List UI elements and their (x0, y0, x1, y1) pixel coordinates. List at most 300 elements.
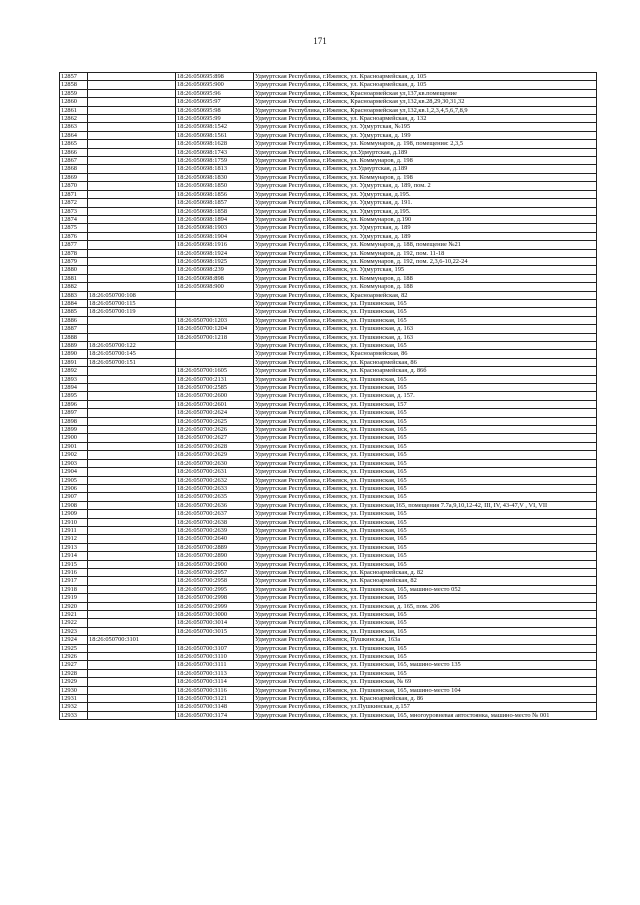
object-number-cell: 18:26:050700:3121 (176, 695, 254, 703)
address-cell: Удмуртская Республика, г.Ижевск, ул. Пушкинская, 165 (254, 409, 597, 417)
row-number-cell: 12875 (60, 224, 88, 232)
object-number-cell: 18:26:050700:3107 (176, 644, 254, 652)
object-number-cell: 18:26:050700:2629 (176, 451, 254, 459)
parcel-number-cell (88, 115, 176, 123)
object-number-cell: 18:26:050698:1903 (176, 224, 254, 232)
object-number-cell: 18:26:050698:1894 (176, 215, 254, 223)
row-number-cell: 12924 (60, 636, 88, 644)
table-row (60, 367, 597, 375)
row-number-cell: 12905 (60, 476, 88, 484)
address-cell: Удмуртская Республика, г.Ижевск, Красноармейская ул,132,кв.28,29,30,31,32 (254, 98, 597, 106)
parcel-number-cell (88, 653, 176, 661)
address-cell: Удмуртская Республика, г.Ижевск, ул. Удмуртская, 195 (254, 266, 597, 274)
object-number-cell: 18:26:050695:898 (176, 73, 254, 81)
table-row (60, 106, 597, 114)
object-number-cell: 18:26:050700:2900 (176, 560, 254, 568)
address-cell: Удмуртская Республика, г.Ижевск, ул. Пушкинская, 157 (254, 400, 597, 408)
address-cell: Удмуртская Республика, г.Ижевск, ул. Пушкинская, 165 (254, 468, 597, 476)
address-cell: Удмуртская Республика, г.Ижевск, ул. Пушкинская,165, помещения 7.7а,9,10,12-42, III, IV, 43-47,V , VI, VII (254, 501, 597, 509)
address-cell: Удмуртская Республика, г.Ижевск, ул. Пушкинская, 165 (254, 442, 597, 450)
row-number-cell: 12916 (60, 568, 88, 576)
address-cell: Удмуртская Республика, г.Ижевск, ул. Коммунаров, д. 198 (254, 173, 597, 181)
table-row (60, 409, 597, 417)
table-row (60, 535, 597, 543)
address-cell: Удмуртская Республика, г.Ижевск, Красноармейская ул,132,кв.1,2,3,4,5,6,7,8,9 (254, 106, 597, 114)
row-number-cell: 12892 (60, 367, 88, 375)
parcel-number-cell (88, 123, 176, 131)
table-row (60, 342, 597, 350)
table-row (60, 611, 597, 619)
address-cell: Удмуртская Республика, г.Ижевск, ул. Пушкинская, 165 (254, 653, 597, 661)
table-row (60, 316, 597, 324)
address-cell: Удмуртская Республика, г.Ижевск, ул. Пушкинская, 165 (254, 493, 597, 501)
table-row (60, 199, 597, 207)
table-row (60, 249, 597, 257)
table-row (60, 81, 597, 89)
address-cell: Удмуртская Республика, г.Ижевск, ул.Удмуртская, д.189 (254, 148, 597, 156)
parcel-number-cell (88, 711, 176, 719)
object-number-cell: 18:26:050698:1857 (176, 199, 254, 207)
parcel-number-cell (88, 644, 176, 652)
parcel-number-cell (88, 140, 176, 148)
parcel-number-cell (88, 325, 176, 333)
object-number-cell: 18:26:050698:1850 (176, 182, 254, 190)
table-row (60, 325, 597, 333)
object-number-cell (176, 342, 254, 350)
parcel-number-cell (88, 173, 176, 181)
object-number-cell (176, 308, 254, 316)
row-number-cell: 12867 (60, 157, 88, 165)
object-number-cell: 18:26:050698:1759 (176, 157, 254, 165)
row-number-cell: 12907 (60, 493, 88, 501)
parcel-number-cell (88, 190, 176, 198)
table-row (60, 653, 597, 661)
object-number-cell: 18:26:050700:1203 (176, 316, 254, 324)
parcel-number-cell (88, 594, 176, 602)
parcel-number-cell (88, 384, 176, 392)
object-number-cell: 18:26:050698:1561 (176, 131, 254, 139)
row-number-cell: 12932 (60, 703, 88, 711)
row-number-cell: 12877 (60, 241, 88, 249)
row-number-cell: 12913 (60, 543, 88, 551)
object-number-cell: 18:26:050700:2957 (176, 568, 254, 576)
object-number-cell: 18:26:050700:2633 (176, 484, 254, 492)
object-number-cell: 18:26:050700:1218 (176, 333, 254, 341)
parcel-number-cell (88, 493, 176, 501)
object-number-cell: 18:26:050700:2637 (176, 510, 254, 518)
address-cell: Удмуртская Республика, г.Ижевск, ул. Коммунаров, д. 192, пом. 2,3,6-10,22-24 (254, 257, 597, 265)
table-row (60, 190, 597, 198)
table-row (60, 526, 597, 534)
row-number-cell: 12861 (60, 106, 88, 114)
table-row (60, 560, 597, 568)
object-number-cell: 18:26:050700:3111 (176, 661, 254, 669)
parcel-number-cell (88, 484, 176, 492)
object-number-cell: 18:26:050700:2628 (176, 442, 254, 450)
table-row (60, 140, 597, 148)
parcel-number-cell: 18:26:050700:122 (88, 342, 176, 350)
address-cell: Удмуртская Республика, г.Ижевск, ул. Удмуртская, д.195. (254, 207, 597, 215)
object-number-cell: 18:26:050698:1925 (176, 257, 254, 265)
object-number-cell: 18:26:050700:2890 (176, 552, 254, 560)
table-row (60, 678, 597, 686)
object-number-cell: 18:26:050698:1856 (176, 190, 254, 198)
object-number-cell: 18:26:050698:1858 (176, 207, 254, 215)
row-number-cell: 12897 (60, 409, 88, 417)
parcel-number-cell (88, 199, 176, 207)
object-number-cell: 18:26:050700:2638 (176, 518, 254, 526)
parcel-number-cell (88, 207, 176, 215)
address-cell: Удмуртская Республика, г.Ижевск, ул. Пушкинская, д. 157. (254, 392, 597, 400)
address-cell: Удмуртская Республика, г.Ижевск, ул. Пушкинская, 165 (254, 644, 597, 652)
parcel-number-cell (88, 409, 176, 417)
object-number-cell: 18:26:050700:3114 (176, 678, 254, 686)
object-number-cell: 18:26:050700:2626 (176, 426, 254, 434)
parcel-number-cell (88, 442, 176, 450)
table-row (60, 577, 597, 585)
address-cell: Удмуртская Республика, г.Ижевск, ул. Пушкинская, 165 (254, 627, 597, 635)
address-cell: Удмуртская Республика, г.Ижевск, ул. Пушкинская, 165 (254, 594, 597, 602)
row-number-cell: 12931 (60, 695, 88, 703)
parcel-number-cell (88, 392, 176, 400)
parcel-number-cell (88, 661, 176, 669)
parcel-number-cell (88, 552, 176, 560)
object-number-cell: 18:26:050695:98 (176, 106, 254, 114)
table-row (60, 182, 597, 190)
table-row (60, 493, 597, 501)
object-number-cell (176, 358, 254, 366)
address-cell: Удмуртская Республика, г.Ижевск, ул. Удмуртская, д.195. (254, 190, 597, 198)
object-number-cell: 18:26:050698:1628 (176, 140, 254, 148)
row-number-cell: 12884 (60, 299, 88, 307)
parcel-number-cell (88, 367, 176, 375)
object-number-cell: 18:26:050700:3015 (176, 627, 254, 635)
object-number-cell: 18:26:050698:900 (176, 283, 254, 291)
object-number-cell: 18:26:050700:1204 (176, 325, 254, 333)
row-number-cell: 12928 (60, 669, 88, 677)
object-number-cell: 18:26:050700:2639 (176, 526, 254, 534)
parcel-number-cell (88, 627, 176, 635)
row-number-cell: 12872 (60, 199, 88, 207)
object-number-cell: 18:26:050700:2999 (176, 602, 254, 610)
address-cell: Удмуртская Республика, г.Ижевск, ул. Пушкинская, 165 (254, 426, 597, 434)
address-cell: Удмуртская Республика, г.Ижевск, ул. Пушкинская, 165 (254, 669, 597, 677)
table-row (60, 619, 597, 627)
row-number-cell: 12895 (60, 392, 88, 400)
parcel-number-cell (88, 333, 176, 341)
parcel-number-cell (88, 501, 176, 509)
address-cell: Удмуртская Республика, г.Ижевск, ул. Коммунаров, д. 188, помещение №21 (254, 241, 597, 249)
row-number-cell: 12871 (60, 190, 88, 198)
table-row (60, 703, 597, 711)
row-number-cell: 12909 (60, 510, 88, 518)
table-row (60, 123, 597, 131)
row-number-cell: 12876 (60, 232, 88, 240)
parcel-number-cell (88, 81, 176, 89)
table-row (60, 644, 597, 652)
parcel-number-cell (88, 249, 176, 257)
object-number-cell: 18:26:050700:3014 (176, 619, 254, 627)
address-cell: Удмуртская Республика, г.Ижевск, Пушкинская, 163а (254, 636, 597, 644)
address-cell: Удмуртская Республика, г.Ижевск, ул. Красноармейская, д. 105 (254, 81, 597, 89)
parcel-number-cell (88, 602, 176, 610)
row-number-cell: 12908 (60, 501, 88, 509)
table-row (60, 350, 597, 358)
object-number-cell: 18:26:050700:2640 (176, 535, 254, 543)
parcel-number-cell (88, 73, 176, 81)
address-cell: Удмуртская Республика, г.Ижевск, ул. Коммунаров, д. 188 (254, 283, 597, 291)
parcel-number-cell (88, 241, 176, 249)
table-row (60, 375, 597, 383)
table-row (60, 568, 597, 576)
address-cell: Удмуртская Республика, г.Ижевск, Красноармейская, 86 (254, 350, 597, 358)
table-row (60, 165, 597, 173)
row-number-cell: 12888 (60, 333, 88, 341)
parcel-number-cell (88, 518, 176, 526)
object-number-cell: 18:26:050700:2624 (176, 409, 254, 417)
row-number-cell: 12925 (60, 644, 88, 652)
object-number-cell: 18:26:050700:3148 (176, 703, 254, 711)
parcel-number-cell (88, 215, 176, 223)
object-number-cell: 18:26:050698:1830 (176, 173, 254, 181)
parcel-number-cell: 18:26:050700:3101 (88, 636, 176, 644)
object-number-cell: 18:26:050698:1904 (176, 232, 254, 240)
row-number-cell: 12863 (60, 123, 88, 131)
object-number-cell: 18:26:050700:3174 (176, 711, 254, 719)
object-number-cell: 18:26:050698:1743 (176, 148, 254, 156)
row-number-cell: 12885 (60, 308, 88, 316)
row-number-cell: 12874 (60, 215, 88, 223)
table-row (60, 417, 597, 425)
address-cell: Удмуртская Республика, г.Ижевск, ул. Красноармейская, д. 86 (254, 695, 597, 703)
parcel-number-cell (88, 526, 176, 534)
table-row (60, 510, 597, 518)
parcel-number-cell (88, 148, 176, 156)
row-number-cell: 12894 (60, 384, 88, 392)
address-cell: Удмуртская Республика, г.Ижевск, ул. Коммунаров, д. 188 (254, 274, 597, 282)
row-number-cell: 12917 (60, 577, 88, 585)
parcel-number-cell (88, 560, 176, 568)
row-number-cell: 12858 (60, 81, 88, 89)
row-number-cell: 12887 (60, 325, 88, 333)
parcel-number-cell: 18:26:050700:151 (88, 358, 176, 366)
parcel-number-cell: 18:26:050700:119 (88, 308, 176, 316)
address-cell: Удмуртская Республика, г.Ижевск, Красноармейская, 82 (254, 291, 597, 299)
row-number-cell: 12915 (60, 560, 88, 568)
parcel-number-cell (88, 165, 176, 173)
object-number-cell: 18:26:050700:2958 (176, 577, 254, 585)
parcel-number-cell (88, 577, 176, 585)
address-cell: Удмуртская Республика, г.Ижевск, ул. Пушкинская, д. 163 (254, 325, 597, 333)
row-number-cell: 12902 (60, 451, 88, 459)
address-cell: Удмуртская Республика, г.Ижевск, ул. Красноармейская, 86 (254, 358, 597, 366)
address-cell: Удмуртская Республика, г.Ижевск, ул. Красноармейская, д. 86б (254, 367, 597, 375)
row-number-cell: 12922 (60, 619, 88, 627)
row-number-cell: 12862 (60, 115, 88, 123)
table-row (60, 232, 597, 240)
table-row (60, 711, 597, 719)
address-cell: Удмуртская Республика, г.Ижевск, ул. Пушкинская, 165 (254, 552, 597, 560)
object-number-cell: 18:26:050700:3110 (176, 653, 254, 661)
row-number-cell: 12896 (60, 400, 88, 408)
parcel-number-cell (88, 459, 176, 467)
row-number-cell: 12903 (60, 459, 88, 467)
table-row (60, 308, 597, 316)
parcel-number-cell (88, 426, 176, 434)
parcel-number-cell (88, 106, 176, 114)
address-cell: Удмуртская Республика, г.Ижевск, ул. Пушкинская, 165 (254, 299, 597, 307)
row-number-cell: 12899 (60, 426, 88, 434)
row-number-cell: 12900 (60, 434, 88, 442)
row-number-cell: 12889 (60, 342, 88, 350)
row-number-cell: 12926 (60, 653, 88, 661)
address-cell: Удмуртская Республика, г.Ижевск, ул. Красноармейская, 82 (254, 577, 597, 585)
row-number-cell: 12864 (60, 131, 88, 139)
object-number-cell: 18:26:050700:2631 (176, 468, 254, 476)
table-row (60, 215, 597, 223)
address-cell: Удмуртская Республика, г.Ижевск, ул. Пушкинская, д. 163 (254, 333, 597, 341)
object-number-cell (176, 350, 254, 358)
row-number-cell: 12865 (60, 140, 88, 148)
address-cell: Удмуртская Республика, г.Ижевск, ул. Пушкинская, 165 (254, 316, 597, 324)
row-number-cell: 12901 (60, 442, 88, 450)
object-number-cell: 18:26:050698:898 (176, 274, 254, 282)
row-number-cell: 12920 (60, 602, 88, 610)
row-number-cell: 12893 (60, 375, 88, 383)
object-number-cell: 18:26:050700:2630 (176, 459, 254, 467)
row-number-cell: 12912 (60, 535, 88, 543)
parcel-number-cell (88, 669, 176, 677)
table-row (60, 333, 597, 341)
object-number-cell: 18:26:050700:3116 (176, 686, 254, 694)
address-cell: Удмуртская Республика, г.Ижевск, ул. Пушкинская, 165 (254, 526, 597, 534)
row-number-cell: 12882 (60, 283, 88, 291)
address-cell: Удмуртская Республика, г.Ижевск, ул. Пушкинская, 165 (254, 535, 597, 543)
table-row (60, 274, 597, 282)
address-cell: Удмуртская Республика, г.Ижевск, ул. Пушкинская, 165 (254, 375, 597, 383)
property-register-table (59, 72, 597, 720)
object-number-cell: 18:26:050700:3113 (176, 669, 254, 677)
address-cell: Удмуртская Республика, г.Ижевск, ул. Красноармейская, д. 82 (254, 568, 597, 576)
parcel-number-cell (88, 476, 176, 484)
table-row (60, 173, 597, 181)
row-number-cell: 12890 (60, 350, 88, 358)
address-cell: Удмуртская Республика, г.Ижевск, ул. Красноармейская, д. 105 (254, 73, 597, 81)
table-row (60, 73, 597, 81)
parcel-number-cell (88, 468, 176, 476)
table-row (60, 434, 597, 442)
parcel-number-cell (88, 131, 176, 139)
parcel-number-cell (88, 316, 176, 324)
row-number-cell: 12923 (60, 627, 88, 635)
table-row (60, 291, 597, 299)
row-number-cell: 12870 (60, 182, 88, 190)
table-row (60, 686, 597, 694)
object-number-cell: 18:26:050698:239 (176, 266, 254, 274)
object-number-cell: 18:26:050698:1916 (176, 241, 254, 249)
row-number-cell: 12918 (60, 585, 88, 593)
address-cell: Удмуртская Республика, г.Ижевск, ул. Пушкинская, 165 (254, 342, 597, 350)
address-cell: Удмуртская Республика, г.Ижевск, ул. Удмуртская, д. 191. (254, 199, 597, 207)
table-row (60, 661, 597, 669)
address-cell: Удмуртская Республика, г.Ижевск, ул. Пушкинская, 165 (254, 384, 597, 392)
row-number-cell: 12883 (60, 291, 88, 299)
table-row (60, 468, 597, 476)
table-row (60, 224, 597, 232)
table-row (60, 451, 597, 459)
address-cell: Удмуртская Республика, г.Ижевск, ул. Коммунаров, д. 198 (254, 157, 597, 165)
object-number-cell: 18:26:050700:2998 (176, 594, 254, 602)
object-number-cell (176, 299, 254, 307)
object-number-cell: 18:26:050700:2995 (176, 585, 254, 593)
table-row (60, 695, 597, 703)
table-row (60, 602, 597, 610)
table-row (60, 426, 597, 434)
row-number-cell: 12857 (60, 73, 88, 81)
address-cell: Удмуртская Республика, г.Ижевск, ул. Красноармейская, д. 132 (254, 115, 597, 123)
table-row (60, 384, 597, 392)
parcel-number-cell (88, 451, 176, 459)
object-number-cell: 18:26:050700:2627 (176, 434, 254, 442)
parcel-number-cell (88, 89, 176, 97)
address-cell: Удмуртская Республика, г.Ижевск, ул. Пушкинская, 165, машино-место 052 (254, 585, 597, 593)
object-number-cell: 18:26:050698:1813 (176, 165, 254, 173)
parcel-number-cell (88, 703, 176, 711)
object-number-cell: 18:26:050698:1542 (176, 123, 254, 131)
parcel-number-cell: 18:26:050700:115 (88, 299, 176, 307)
row-number-cell: 12878 (60, 249, 88, 257)
address-cell: Удмуртская Республика, г.Ижевск, ул.Пушкинская, д.157 (254, 703, 597, 711)
object-number-cell: 18:26:050700:2636 (176, 501, 254, 509)
parcel-number-cell (88, 232, 176, 240)
row-number-cell: 12873 (60, 207, 88, 215)
table-row (60, 484, 597, 492)
parcel-number-cell (88, 224, 176, 232)
parcel-number-cell (88, 274, 176, 282)
object-number-cell: 18:26:050700:2585 (176, 384, 254, 392)
row-number-cell: 12868 (60, 165, 88, 173)
table-row (60, 115, 597, 123)
address-cell: Удмуртская Республика, г.Ижевск, ул. Пушкинская, д. 165, пом. 206 (254, 602, 597, 610)
address-cell: Удмуртская Республика, г.Ижевск, ул. Удмуртская, д. 189, пом. 2 (254, 182, 597, 190)
row-number-cell: 12921 (60, 611, 88, 619)
page-number: 171 (313, 36, 327, 46)
row-number-cell: 12910 (60, 518, 88, 526)
row-number-cell: 12866 (60, 148, 88, 156)
object-number-cell: 18:26:050695:99 (176, 115, 254, 123)
table-row (60, 299, 597, 307)
parcel-number-cell: 18:26:050700:145 (88, 350, 176, 358)
table-row (60, 552, 597, 560)
parcel-number-cell (88, 157, 176, 165)
parcel-number-cell (88, 611, 176, 619)
table-row (60, 207, 597, 215)
object-number-cell: 18:26:050700:2600 (176, 392, 254, 400)
address-cell: Удмуртская Республика, г.Ижевск, ул. Пушкинская, 165 (254, 417, 597, 425)
row-number-cell: 12911 (60, 526, 88, 534)
row-number-cell: 12927 (60, 661, 88, 669)
row-number-cell: 12879 (60, 257, 88, 265)
table-row (60, 157, 597, 165)
address-cell: Удмуртская Республика, г.Ижевск, ул.Удмуртская, д.189 (254, 165, 597, 173)
row-number-cell: 12869 (60, 173, 88, 181)
table-row (60, 257, 597, 265)
address-cell: Удмуртская Республика, г.Ижевск, ул. Пушкинская, 165 (254, 451, 597, 459)
address-cell: Удмуртская Республика, г.Ижевск, ул. Пушкинская, 165, многоуровневая автостоянка, машино-место № 001 (254, 711, 597, 719)
table-row (60, 585, 597, 593)
row-number-cell: 12881 (60, 274, 88, 282)
row-number-cell: 12860 (60, 98, 88, 106)
